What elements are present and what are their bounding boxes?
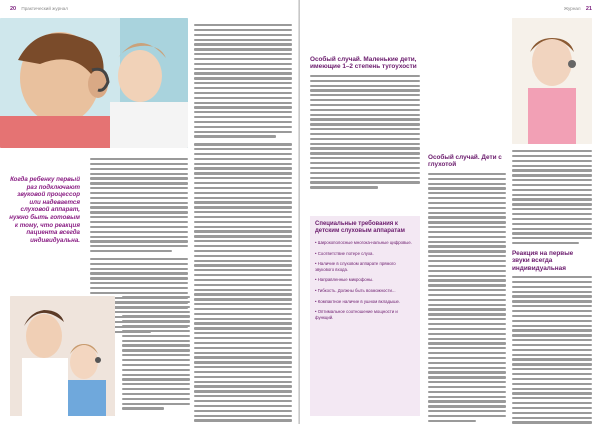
photo-audiologist-child — [10, 296, 115, 416]
right-page-number: 21 — [585, 6, 592, 12]
sidebar-item: • Компактное наличие в ушном вкладыше. — [315, 299, 415, 305]
photo-child-hearing-aid — [0, 18, 188, 148]
heading-case-2: Особый случай. Дети с глухотой — [428, 154, 502, 169]
photo-girl-doctor — [512, 18, 592, 144]
right-running-head — [310, 6, 592, 14]
left-running-head — [10, 6, 290, 14]
right-column-3 — [512, 150, 592, 424]
right-column-2 — [428, 154, 506, 424]
left-column-top — [194, 24, 292, 424]
sidebar-item: • Гибкость. Должны быть возможности... — [315, 288, 415, 294]
left-column-bottom — [122, 296, 190, 412]
photo-girl-doctor-illustration — [512, 18, 592, 144]
heading-case-1: Особый случай. Маленькие дети, имеющие 1–2 степень тугоухости — [310, 56, 417, 71]
sidebar-item: • Направленные микрофоны. — [315, 277, 415, 283]
heading-reactions: Реакция на первые звуки всегда индивидуальная — [512, 249, 574, 272]
left-running-head-text: Практический журнал — [21, 6, 68, 11]
sidebar-item: • Соответствие потере слуха. — [315, 251, 415, 257]
sidebar-item: • Наличие в слуховом аппарате прямого звукового входа. — [315, 261, 415, 272]
sidebar-item: • Широкополосные многока-нальные цифровые. — [315, 240, 415, 246]
photo-audiologist-illustration — [10, 296, 115, 416]
left-page-number: 20 — [10, 6, 17, 12]
right-page — [300, 0, 600, 424]
sidebar-title: Специальные требования к детским слуховым аппаратам — [315, 221, 405, 234]
sidebar-item: • Оптимальное соотношение мощности и функций. — [315, 309, 415, 320]
photo-child-illustration — [0, 18, 188, 148]
right-column-1 — [310, 56, 420, 191]
right-running-head-text: Журнал — [563, 6, 581, 11]
pull-quote: Когда ребенку первый раз подключают звуковой процессор или надевается слуховой аппарат, нужно быть готовым к тому, что реакция пациента всегда индивидуальна. — [9, 176, 80, 244]
requirements-sidebar — [310, 216, 420, 416]
